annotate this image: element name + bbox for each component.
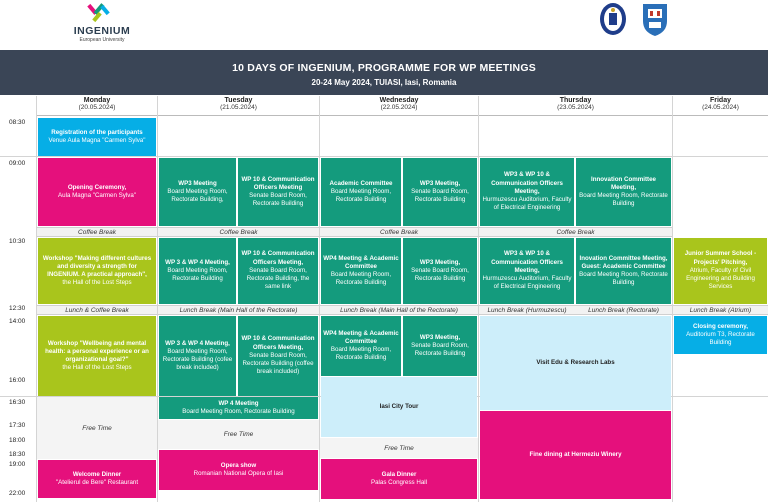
event-title: WP 3 & WP 4 Meeting, — [165, 258, 230, 266]
ingenium-mark-icon — [86, 2, 112, 24]
faculty-crest-icon — [640, 1, 670, 37]
day-name: Monday — [83, 97, 111, 104]
time-label: 12:30 — [9, 305, 26, 312]
event-innovation-committee[interactable] — [576, 158, 671, 226]
event-registration[interactable] — [38, 118, 156, 156]
event-fine-dining[interactable] — [480, 411, 671, 499]
event-wp3-wp4-meeting[interactable] — [159, 238, 236, 304]
event-place: the Hall of the Lost Steps — [62, 279, 132, 287]
lunch-break: Lunch & Coffee Break — [37, 305, 157, 315]
event-wp3-wp10-meeting[interactable] — [480, 158, 574, 226]
event-place: Board Meeting Room, Rectorate Building — [330, 187, 392, 204]
event-closing-ceremony[interactable] — [674, 316, 767, 354]
event-place: Romanian National Opera of Iasi — [193, 470, 284, 477]
event-place: Board Meeting Room, Rectorate Building — [579, 271, 668, 287]
event-title: WP 10 & Communication Officers Meeting — [241, 175, 315, 191]
event-wp3-wp10-meeting-2[interactable] — [480, 238, 574, 304]
time-label: 16:30 — [9, 399, 26, 406]
event-wp10-meeting-2[interactable] — [238, 238, 318, 304]
free-time: Free Time — [37, 397, 157, 459]
event-junior-summer-school[interactable] — [674, 238, 767, 304]
event-place: the Hall of the Lost Steps — [62, 364, 132, 372]
event-wp3-meeting[interactable] — [159, 158, 236, 226]
event-place: Senate Board Room, Rectorate Building — [249, 192, 307, 208]
page-title: 10 DAYS OF INGENIUM, PROGRAMME FOR WP MEETINGS — [232, 62, 536, 74]
event-gala-dinner[interactable] — [321, 459, 477, 499]
event-wp10-meeting[interactable] — [238, 158, 318, 226]
event-title: Opening Ceremony, — [67, 183, 127, 191]
lunch-break: Lunch Break (Main Hall of the Rectorate) — [158, 305, 319, 315]
event-wp4-meeting[interactable] — [159, 397, 318, 419]
day-date: (23.05.2024) — [557, 104, 594, 111]
event-place: Palas Congress Hall — [370, 479, 428, 486]
event-title: WP 10 & Communication Officers Meeting, — [241, 250, 315, 266]
day-date: (21.05.2024) — [220, 104, 257, 111]
event-wp4-academic[interactable] — [321, 238, 401, 304]
event-title: Junior Summer School - Projects' Pitching, — [684, 250, 757, 266]
event-place: Board Meeting Room, Rectorate Building — [167, 266, 228, 283]
logo-subtitle: European University — [79, 37, 125, 43]
event-place: Atrium, Faculty of Civil Engineering and Building Services — [686, 266, 755, 291]
day-header-friday — [673, 96, 768, 116]
free-time: Free Time — [320, 438, 478, 458]
day-date: (22.05.2024) — [380, 104, 418, 111]
event-place: Board Meeting Room, Rectorate Building — [182, 408, 295, 415]
day-name: Thursday — [559, 97, 592, 104]
event-title: Opera show — [220, 461, 257, 469]
day-name: Wednesday — [379, 97, 419, 104]
event-wp3-meeting-2[interactable] — [403, 238, 477, 304]
event-wp3-wp4-meeting-2[interactable] — [159, 316, 236, 396]
event-title: WP 4 Meeting — [218, 399, 259, 407]
time-label: 18:00 — [9, 437, 26, 444]
day-name: Friday — [709, 97, 731, 104]
event-title: WP4 Meeting & Academic Committee — [323, 329, 399, 345]
event-place: Board Meeting Room, Rectorate Building — [330, 271, 392, 287]
ingenium-logo — [62, 2, 142, 42]
event-title: WP3 Meeting, — [419, 179, 461, 187]
event-place: Venue Aula Magna "Carmen Sylva" — [48, 137, 146, 144]
free-time: Free Time — [158, 420, 319, 449]
day-name: Tuesday — [224, 97, 253, 104]
event-title: Iasi City Tour — [379, 402, 419, 410]
coffee-break: Coffee Break — [320, 227, 478, 237]
event-place: Board Meeting Room, Rectorate Building — [330, 346, 392, 362]
event-wp3-meeting[interactable] — [403, 158, 477, 226]
event-title: Workshop "Making different cultures and diversity a strength for INGENIUM. A practical approach", — [42, 254, 152, 278]
time-label: 09:00 — [9, 160, 26, 167]
event-title: Welcome Dinner — [72, 470, 122, 478]
event-title: WP3 & WP 10 & Communication Officers Meeting, — [491, 250, 563, 274]
event-city-tour[interactable] — [321, 377, 477, 437]
event-place: Senate Board Room, Rectorate Building (coffee break included) — [242, 351, 314, 376]
day-header-wednesday — [320, 96, 478, 116]
event-visit-labs[interactable] — [480, 316, 671, 410]
time-label: 14:00 — [9, 318, 26, 325]
event-academic-committee[interactable] — [321, 158, 401, 226]
event-title: WP4 Meeting & Academic Committee — [323, 254, 399, 270]
event-place: Hurmuzescu Auditorium, Faculty of Electrical Engineering — [482, 196, 572, 212]
time-label: 17:30 — [9, 422, 26, 429]
event-place: Hurmuzescu Auditorium, Faculty of Electrical Engineering — [482, 275, 572, 291]
event-title: WP3 Meeting, — [419, 258, 461, 266]
page-subtitle: 20-24 May 2024, TUIASI, Iasi, Romania — [311, 78, 457, 87]
time-label: 16:00 — [9, 377, 26, 384]
event-place: Board Meeting Room, Rectorate Building (cofee break included) — [162, 347, 233, 372]
event-place: "Atelierul de Bere" Restaurant — [55, 479, 139, 486]
lunch-break: Lunch Break (Atrium) — [673, 305, 768, 315]
time-label: 18:30 — [9, 451, 26, 458]
event-place: Senate Board Room, Rectorate Building — [411, 341, 469, 358]
coffee-break: Coffee Break — [37, 227, 157, 237]
time-label: 22:00 — [9, 490, 26, 497]
event-title: WP3 Meeting, — [419, 333, 461, 341]
event-place: Aula Magna "Carmen Sylva" — [58, 192, 136, 199]
day-header-monday — [37, 96, 157, 116]
lunch-break: Lunch Break (Main Hall of the Rectorate) — [320, 305, 478, 315]
event-wp10-meeting-3[interactable] — [238, 316, 318, 396]
event-title: Closing ceremony, — [693, 322, 748, 330]
university-seal-icon — [598, 1, 628, 37]
event-workshop-cultures[interactable] — [38, 238, 156, 304]
event-title: Inovation Committee Meeting, Guest: Academic Committee — [579, 254, 668, 270]
day-header-tuesday — [158, 96, 319, 116]
event-title: WP 3 & WP 4 Meeting, — [165, 339, 230, 347]
event-opera-show[interactable] — [159, 450, 318, 490]
event-place: Senate Board Room, Rectorate Building, the same link — [246, 266, 310, 291]
event-wp3-meeting-3[interactable] — [403, 316, 477, 376]
time-label: 08:30 — [9, 119, 26, 126]
event-place: Board Meeting Room, Rectorate Building, — [167, 187, 228, 204]
event-title: Fine dining at Hermeziu Winery — [529, 450, 622, 458]
event-title: WP3 Meeting — [178, 179, 217, 187]
event-place: Auditorium T3, Rectorate Building — [686, 330, 755, 347]
event-title: Academic Committee — [329, 179, 393, 187]
coffee-break: Coffee Break — [479, 227, 672, 237]
grid-line — [0, 156, 768, 157]
day-date: (20.05.2024) — [78, 104, 116, 111]
title-banner — [0, 50, 768, 95]
logo-name: INGENIUM — [73, 25, 131, 37]
event-place: Board Meeting Room, Rectorate Building — [579, 192, 668, 208]
coffee-break: Coffee Break — [158, 227, 319, 237]
event-welcome-dinner[interactable] — [38, 460, 156, 498]
lunch-break-rectorate: Lunch Break (Rectorate) — [575, 305, 672, 315]
event-innovation-committee-2[interactable] — [576, 238, 671, 304]
day-date: (24.05.2024) — [702, 104, 739, 111]
event-title: Innovation Committee Meeting, — [591, 175, 656, 191]
event-place: Senate Board Room, Rectorate Building — [411, 187, 469, 204]
event-title: WP 10 & Communication Officers Meeting, — [241, 335, 315, 351]
day-header-thursday — [479, 96, 672, 116]
time-label: 10:30 — [9, 238, 26, 245]
time-label: 19:00 — [9, 461, 26, 468]
event-opening-ceremony[interactable] — [38, 158, 156, 226]
event-title: Workshop "Wellbeing and mental health: a personal experience or an organizational goal?" — [45, 339, 149, 363]
lunch-break-hurmuzescu: Lunch Break (Hurmuzescu) — [479, 305, 575, 315]
event-title: Visit Edu & Research Labs — [536, 358, 615, 366]
event-title: WP3 & WP 10 & Communication Officers Meeting, — [491, 171, 563, 195]
event-title: Registration of the participants — [51, 128, 143, 136]
event-title: Gala Dinner — [381, 470, 417, 478]
event-place: Senate Board Room, Rectorate Building — [411, 266, 469, 283]
event-wp4-academic-2[interactable] — [321, 316, 401, 376]
event-workshop-wellbeing[interactable] — [38, 316, 156, 396]
